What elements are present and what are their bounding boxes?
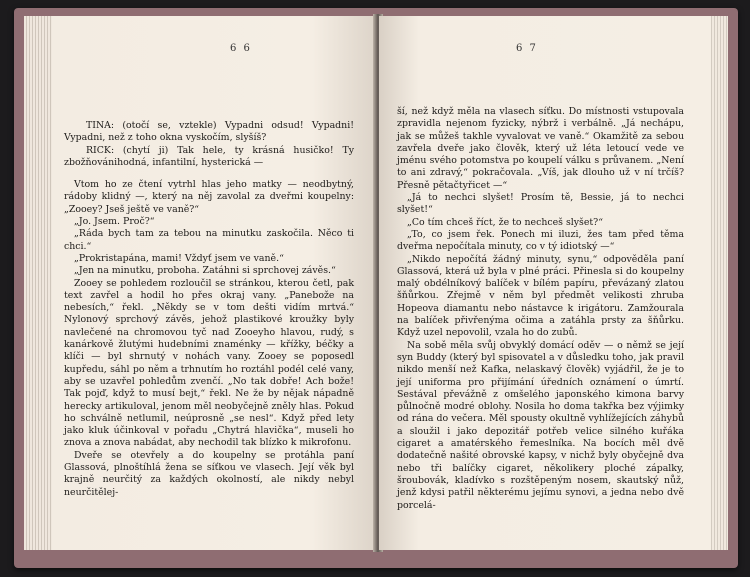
paragraph: Zooey se pohledem rozloučil se stránkou, kterou četl, pak text zavřel a hodil ho přes okraj vany. „Panebože na nebesích,“ řekl. „Někdy se v tom dešti vidím mrtvá.“ Nylonový sprchový závěs, jehož plastikové kroužky byly navlečené na chromovou tyč nad Zooeyho hlavou, rudý, s kanárkově žlutými hudebními znaménky — křížky, béčky a klíči — byl shrnutý v nohách vany. Zooey se poposedl kupředu, sáhl po něm a trhnutím ho roztáhl podél celé vany, aby se uzavřel pohledům zvenčí. „No tak dobře! Ach bože! Tak pojď, když to musí bejt,“ řekl. Ne že by nějak nápadně herecky artikuloval, jenom měl neobyčejně zněly hlas. Pokud ho schválně netlumil, neúprosně „se nesl“. Když před lety jako kluk účinkoval v pořadu „Chytrá hlavička“, museli ho znova a znova nabádat, aby nechodil tak blízko k mikrofonu. — [64, 277, 354, 449]
left-page — [52, 16, 377, 550]
paragraph: ší, než když měla na vlasech síťku. Do místnosti vstupovala zpravidla nejenom fyzicky, nýbrž i verbálně. „Já nechápu, jak se můžeš takhle vyvalovat ve vaně.“ Okamžitě za sebou zavřela dveře jako člověk, který už léta letoucí vede ve jménu svého potomstva po koupelí válku s průvanem. „Není to ani zdravý,“ pokračovala. „Víš, jak dlouho už v ní trčíš? Přesně pětačtyřicet —“ — [397, 106, 684, 191]
paragraph: „To, co jsem řek. Ponech mi iluzi, žes tam před těma dveřma nepočítala minuty, co v tý idiotský —“ — [397, 228, 684, 253]
paragraph: „Jen na minutku, proboha. Zatáhni si sprchovej závěs.“ — [74, 265, 336, 277]
paragraph: Dveře se otevřely a do koupelny se protáhla paní Glassová, plnoštíhlá žena se síťkou ve vlasech. Její věk byl krajně neurčitý za každých okolností, ale nikdy nebyl neurčitělej- — [64, 449, 354, 498]
right-page — [379, 16, 711, 550]
paragraph: RICK: (chytí ji) Tak hele, ty krásná husičko! Ty zbožňovánihodná, infantilní, hysterická — — [64, 144, 354, 168]
paragraph: „Nikdo nepočítá žádný minuty, synu,“ odpověděla paní Glassová, která už byla v plné práci. Přinesla si do koupelny malý obdélníkový balíček v bílém papíru, převázaný zlatou šňůrkou. Zřejmě v něm byl předmět velikosti zhruba Hopeova diamantu nebo nástavce k irigátoru. Zamžourala na balíček přivřenýma očima a zatáhla prsty za šňůrku. Když uzel nepovolil, vzala ho do zubů. — [397, 253, 684, 339]
paragraph: „Já to nechci slyšet! Prosím tě, Bessie, já to nechci slyšet!“ — [397, 192, 684, 216]
paragraph: „Jo. Jsem. Proč?“ — [74, 216, 155, 228]
paragraph: Vtom ho ze čtení vytrhl hlas jeho matky — neodbytný, rádoby klidný —, který na něj zavolal za dveřmi koupelny: „Zooey? Jseš ještě ve vaně?“ — [64, 179, 354, 215]
paragraph: „Co tím chceš říct, že to nechceš slyšet?“ — [407, 216, 604, 228]
paragraph: Na sobě měla svůj obvyklý domácí oděv — o němž se její syn Buddy (který byl spisovatel a v důsledku toho, jak pravil nikdo menší než Kafka, nelaskavý člověk) vyjádřil, že je to její uniforma pro přijímání úředních oznámení o úmrtí. Sestával převážně z omšelého japonského kimona barvy půlnočně modré oblohy. Nosila ho doma takřka bez výjimky od rána do večera. Měl spousty okultně vyhlížejících záhybů a sloužil i jako depozitář potřeb velice silného kuřáka cigaret a amatérského řemeslníka. Na bocích měl dvě dodatečně našité obrovské kapsy, v nichž byly obyčejně dva nebo tři balíčky cigaret, několikery ploché zápalky, šroubovák, kladívko s rozštěpeným nosem, skautský nůž, jenž kdysi patřil některému jejímu synovi, a jedna nebo dvě porcelá- — [397, 339, 684, 511]
page-number-left: 6 6 — [230, 43, 252, 54]
paragraph: „Ráda bych tam za tebou na minutku zaskočila. Něco ti chci.“ — [64, 228, 354, 252]
right-page-text — [397, 106, 684, 512]
paragraph: TINA: (otočí se, vztekle) Vypadni odsud! Vypadni! Vypadni, než z toho okna vyskočím, slyšíš? — [64, 120, 354, 144]
page-number-right: 6 7 — [516, 43, 538, 54]
left-page-text — [64, 120, 354, 499]
page-edges-left — [24, 16, 54, 550]
paragraph: „Prokristapána, mami! Vždyť jsem ve vaně.“ — [74, 252, 284, 264]
page-edges-right — [708, 16, 728, 550]
